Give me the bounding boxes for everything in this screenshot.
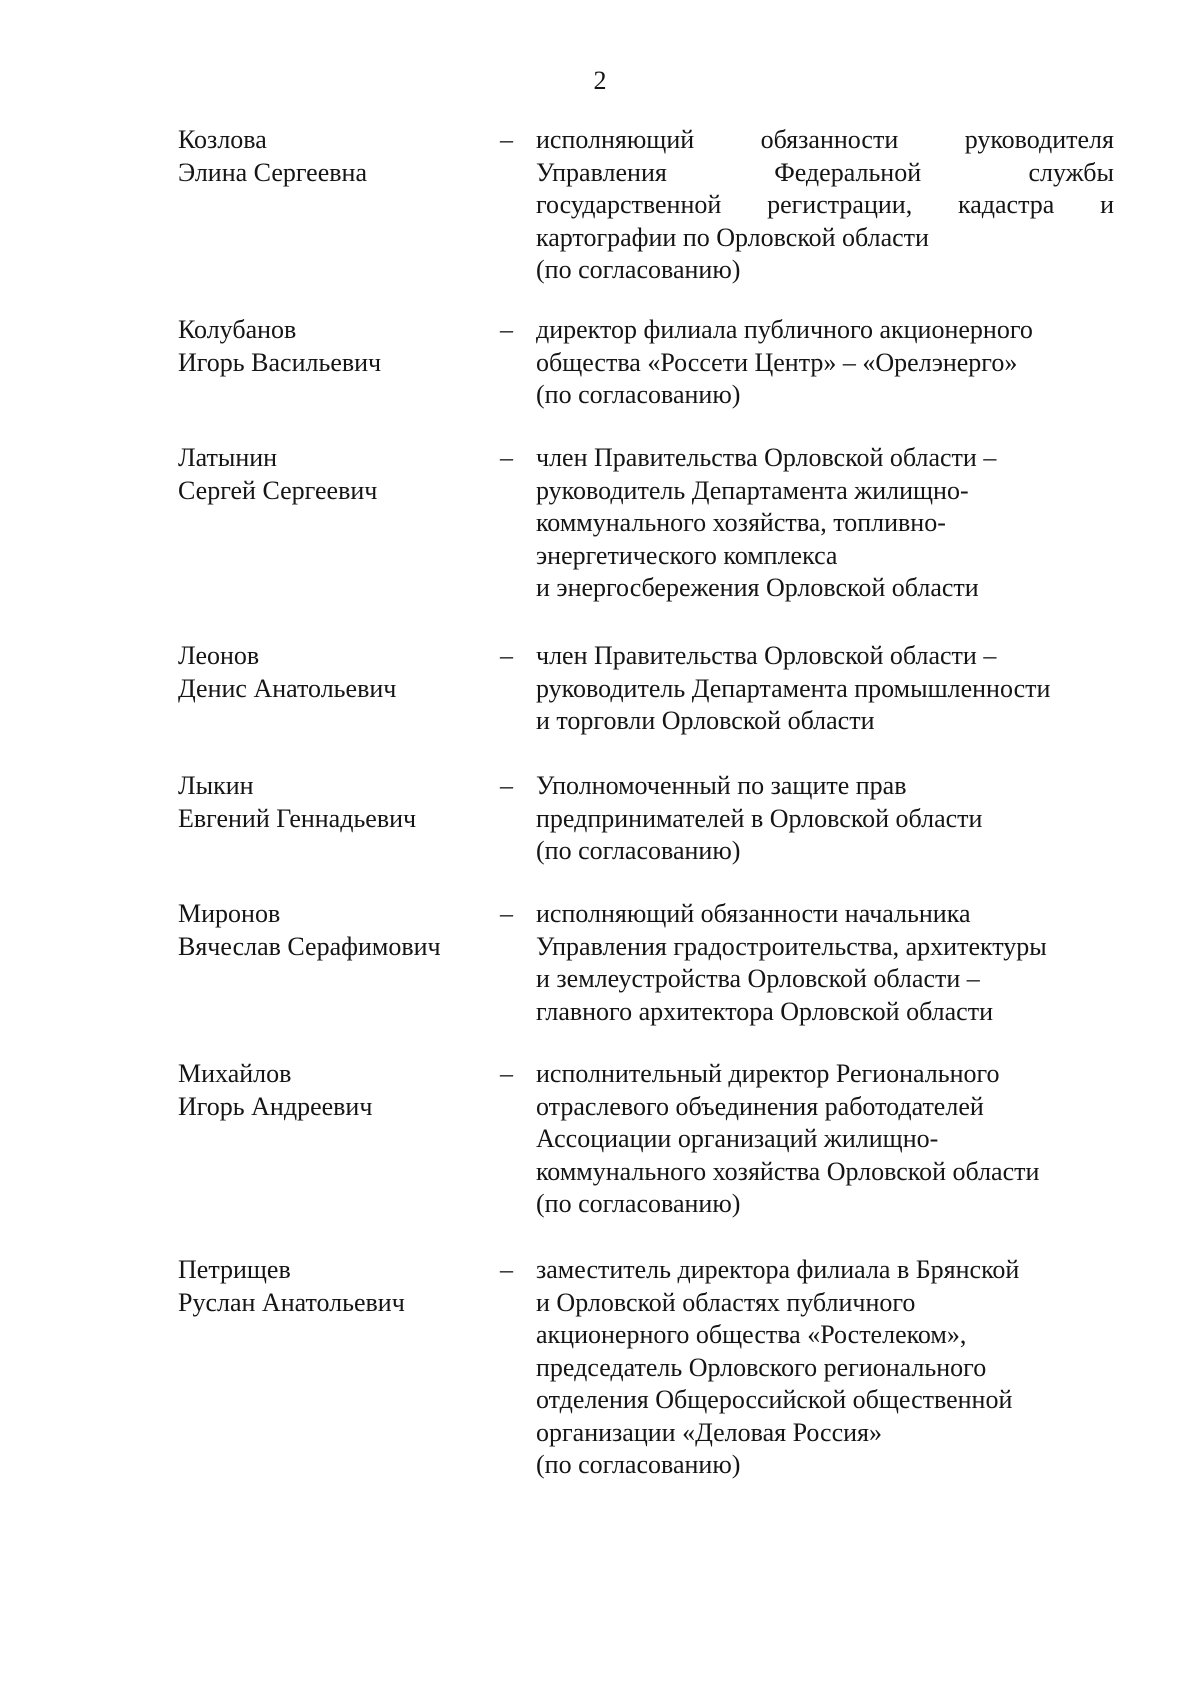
- member-position: [536, 898, 1114, 1028]
- member-surname: Лыкин: [178, 771, 254, 800]
- position-line: организации «Деловая Россия»: [536, 1417, 882, 1447]
- position-line: акционерного общества «Ростелеком»,: [536, 1320, 967, 1349]
- member-position: [536, 1058, 1114, 1221]
- position-line: и торговли Орловской области: [536, 706, 875, 735]
- position-line: заместитель директора филиала в Брянской: [536, 1255, 1020, 1284]
- member-given-names: Сергей Сергеевич: [178, 475, 378, 505]
- position-line: Управления Федеральной службы: [536, 157, 1114, 187]
- position-line: руководитель Департамента промышленности: [536, 673, 1051, 703]
- member-position: [536, 1254, 1114, 1482]
- member-position: [536, 770, 1114, 868]
- member-given-names: Вячеслав Серафимович: [178, 931, 441, 961]
- position-line: (по согласованию): [536, 380, 741, 409]
- member-given-names: Элина Сергеевна: [178, 157, 367, 187]
- position-line: коммунального хозяйства Орловской области: [536, 1156, 1040, 1186]
- member-name: [178, 1058, 498, 1123]
- member-surname: Козлова: [178, 125, 267, 154]
- position-line: Ассоциации организаций жилищно-: [536, 1124, 939, 1153]
- member-position: [536, 314, 1114, 412]
- entry-dash: –: [500, 315, 513, 344]
- position-line: предпринимателей в Орловской области: [536, 803, 983, 833]
- member-name: [178, 124, 498, 189]
- member-surname: Петрищев: [178, 1255, 291, 1284]
- entry-dash: –: [500, 1059, 513, 1088]
- member-given-names: Денис Анатольевич: [178, 673, 397, 703]
- entry-dash: –: [500, 125, 513, 154]
- position-line: отраслевого объединения работодателей: [536, 1091, 984, 1121]
- position-line: картографии по Орловской области: [536, 222, 929, 252]
- member-position: [536, 442, 1114, 605]
- entry-dash: –: [500, 641, 513, 670]
- position-line: и землеустройства Орловской области –: [536, 964, 980, 993]
- entry-dash: –: [500, 899, 513, 928]
- position-line: исполняющий обязанности начальника: [536, 899, 971, 928]
- member-given-names: Игорь Васильевич: [178, 347, 382, 377]
- entry-dash: –: [500, 443, 513, 472]
- position-line: главного архитектора Орловской области: [536, 996, 993, 1026]
- position-line: член Правительства Орловской области –: [536, 443, 997, 472]
- position-line: директор филиала публичного акционерного: [536, 315, 1033, 344]
- member-given-names: Евгений Геннадьевич: [178, 803, 417, 833]
- member-surname: Латынин: [178, 443, 278, 472]
- member-surname: Миронов: [178, 899, 281, 928]
- member-surname: Михайлов: [178, 1059, 292, 1088]
- member-name: [178, 314, 498, 379]
- position-line: руководитель Департамента жилищно-: [536, 475, 969, 505]
- member-position: [536, 640, 1114, 738]
- position-line: государственной регистрации, кадастра и: [536, 190, 1114, 219]
- position-line: (по согласованию): [536, 1450, 741, 1479]
- position-line: и Орловской областях публичного: [536, 1287, 916, 1317]
- member-given-names: Руслан Анатольевич: [178, 1287, 405, 1317]
- position-line: (по согласованию): [536, 1189, 741, 1218]
- page-number: 2: [593, 66, 607, 95]
- member-surname: Леонов: [178, 641, 260, 670]
- member-name: [178, 1254, 498, 1319]
- position-line: председатель Орловского регионального: [536, 1352, 987, 1382]
- position-line: Управления градостроительства, архитектуры: [536, 931, 1047, 961]
- member-name: [178, 640, 498, 705]
- position-line: и энергосбережения Орловской области: [536, 573, 979, 602]
- position-line: (по согласованию): [536, 255, 741, 284]
- member-name: [178, 442, 498, 507]
- member-surname: Колубанов: [178, 315, 297, 344]
- position-line: член Правительства Орловской области –: [536, 641, 997, 670]
- member-name: [178, 770, 498, 835]
- member-name: [178, 898, 498, 963]
- position-line: энергетического комплекса: [536, 540, 838, 570]
- position-line: коммунального хозяйства, топливно-: [536, 508, 946, 537]
- entry-dash: –: [500, 771, 513, 800]
- position-line: исполняющий обязанности руководителя: [536, 125, 1114, 154]
- position-line: Уполномоченный по защите прав: [536, 771, 907, 800]
- position-line: исполнительный директор Регионального: [536, 1059, 1000, 1088]
- position-line: (по согласованию): [536, 836, 741, 865]
- position-line: отделения Общероссийской общественной: [536, 1385, 1013, 1414]
- position-line: общества «Россети Центр» – «Орелэнерго»: [536, 347, 1018, 377]
- entry-dash: –: [500, 1255, 513, 1284]
- member-position: [536, 124, 1114, 287]
- member-given-names: Игорь Андреевич: [178, 1091, 373, 1121]
